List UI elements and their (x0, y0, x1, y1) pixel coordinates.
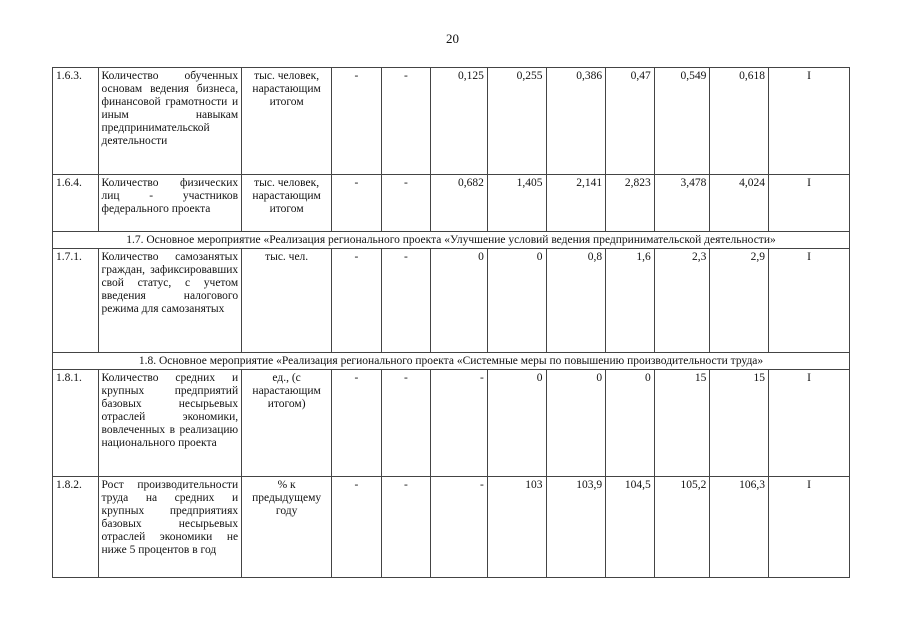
section-row (53, 232, 850, 249)
indicator-value: 0,549 (654, 68, 710, 175)
indicator-value: 2,823 (606, 175, 655, 232)
indicator-value: 2,3 (654, 249, 710, 353)
indicator-unit: тыс. человек, нарастающим итогом (242, 68, 332, 175)
indicator-source: I (769, 175, 850, 232)
indicator-value: 0,255 (487, 68, 546, 175)
indicator-value: 0,618 (710, 68, 769, 175)
indicator-value: 103,9 (546, 477, 606, 578)
indicator-source: I (769, 249, 850, 353)
indicator-value: 103 (487, 477, 546, 578)
indicator-value: - (381, 249, 431, 353)
indicator-value: 0 (546, 370, 606, 477)
indicator-row (53, 477, 850, 578)
indicator-value: 105,2 (654, 477, 710, 578)
indicator-unit: тыс. чел. (242, 249, 332, 353)
indicator-unit: тыс. человек, нарастающим итогом (242, 175, 332, 232)
indicator-value: 1,405 (487, 175, 546, 232)
indicator-value: 0 (487, 249, 546, 353)
indicators-table (52, 67, 850, 578)
indicator-value: 0 (431, 249, 488, 353)
indicator-value: 0,125 (431, 68, 488, 175)
indicator-name: Количество обученных основам ведения бизнеса, финансовой грамотности и иным навыкам предпринимательской деятельности (98, 68, 242, 175)
indicator-value: 104,5 (606, 477, 655, 578)
indicator-value: 0 (487, 370, 546, 477)
indicator-source: I (769, 370, 850, 477)
indicator-value: - (381, 175, 431, 232)
indicator-source: I (769, 68, 850, 175)
indicator-row (53, 175, 850, 232)
indicator-value: - (332, 477, 382, 578)
indicator-name: Количество самозанятых граждан, зафиксировавших свой статус, с учетом введения налогового режима для самозанятых (98, 249, 242, 353)
indicator-value: 0,682 (431, 175, 488, 232)
indicator-value: - (332, 175, 382, 232)
indicator-value: - (381, 370, 431, 477)
indicator-value: 15 (654, 370, 710, 477)
section-heading: 1.8. Основное мероприятие «Реализация регионального проекта «Системные меры по повышению производительности труда» (53, 353, 850, 370)
indicator-row (53, 249, 850, 353)
indicator-row (53, 68, 850, 175)
indicator-value: 4,024 (710, 175, 769, 232)
indicator-value: - (332, 370, 382, 477)
section-row (53, 353, 850, 370)
indicator-value: 2,9 (710, 249, 769, 353)
indicator-number: 1.6.4. (53, 175, 99, 232)
indicator-number: 1.8.1. (53, 370, 99, 477)
indicator-number: 1.6.3. (53, 68, 99, 175)
page-number: 20 (446, 31, 459, 46)
indicator-name: Количество физических лиц - участников федерального проекта (98, 175, 242, 232)
indicator-value: 1,6 (606, 249, 655, 353)
indicator-number: 1.8.2. (53, 477, 99, 578)
indicator-value: - (332, 68, 382, 175)
indicator-value: - (381, 477, 431, 578)
indicator-value: 15 (710, 370, 769, 477)
indicator-value: 0,8 (546, 249, 606, 353)
indicator-unit: % к предыдущему году (242, 477, 332, 578)
table-body (53, 68, 850, 578)
indicator-name: Рост производительности труда на средних и крупных предприятиях базовых несырьевых отраслей экономики не ниже 5 процентов в год (98, 477, 242, 578)
indicator-value: 0,386 (546, 68, 606, 175)
indicator-value: 106,3 (710, 477, 769, 578)
indicator-name: Количество средних и крупных предприятий базовых несырьевых отраслей экономики, вовлеченных в реализацию национального проекта (98, 370, 242, 477)
indicator-row (53, 370, 850, 477)
indicator-value: 2,141 (546, 175, 606, 232)
indicator-value: - (381, 68, 431, 175)
section-heading: 1.7. Основное мероприятие «Реализация регионального проекта «Улучшение условий ведения предпринимательской деятельности» (53, 232, 850, 249)
indicator-value: 0,47 (606, 68, 655, 175)
indicator-value: 3,478 (654, 175, 710, 232)
indicator-value: 0 (606, 370, 655, 477)
indicator-number: 1.7.1. (53, 249, 99, 353)
indicator-value: - (332, 249, 382, 353)
indicator-value: - (431, 370, 488, 477)
indicator-unit: ед., (с нарастающим итогом) (242, 370, 332, 477)
indicator-value: - (431, 477, 488, 578)
indicator-source: I (769, 477, 850, 578)
